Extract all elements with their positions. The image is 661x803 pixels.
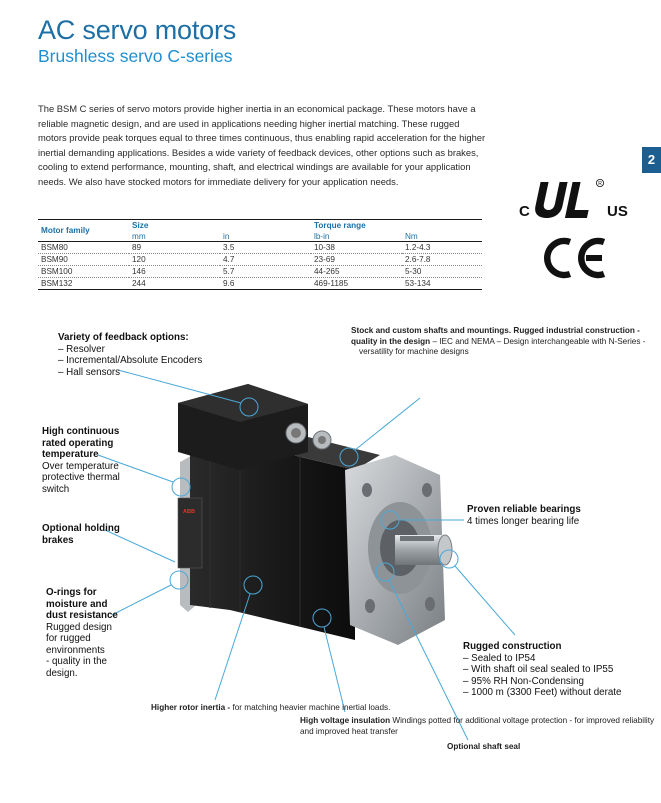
callout-item: – With shaft oil seal sealed to IP55 (463, 664, 614, 675)
callout-desc: Over temperature (42, 460, 119, 472)
cell: 53-134 (402, 278, 482, 290)
callout-title: Higher rotor inertia - (151, 703, 231, 712)
callout-desc: Rugged design (46, 621, 112, 633)
unit-in: in (220, 231, 311, 242)
callout-item: – IEC and NEMA (432, 336, 495, 346)
callout-desc: - quality in the (46, 656, 107, 667)
callout-item: – Resolver (58, 343, 105, 355)
cell: 10-38 (311, 242, 402, 254)
callout-title: High voltage insulation (300, 716, 391, 725)
section-tab[interactable]: 2 (642, 147, 661, 173)
abb-logo: ABB (183, 509, 195, 515)
callout-brakes (42, 523, 120, 546)
callout-title: temperature (42, 449, 99, 460)
svg-text:R: R (598, 181, 602, 187)
cell: BSM132 (38, 278, 129, 290)
col-size: Size (129, 220, 311, 232)
callout-title: Stock and custom shafts and mountings. (351, 326, 512, 335)
callout-desc: environments (46, 644, 105, 656)
cell: 89 (129, 242, 220, 254)
cell: 469-1185 (311, 278, 402, 290)
callout-item: – 1000 m (3300 Feet) without derate (463, 687, 622, 698)
cell: 1.2-4.3 (402, 242, 482, 254)
cell: 44-265 (311, 266, 402, 278)
intro-paragraph: The BSM C series of servo motors provide higher inertia in an economical package. These motors have a reliable magnetic design, and are used in applications needing higher inertial matching. These rugged motors provide peak torques equal to three times continuous, thus enabling rapid acceleration for the higher inertial demanding applications. Besides a wide variety of feedback devices, other options such as brakes, cooling to extend performance, mounting, shaft, and electrical windings are available for your application needs. We also have stocked motors for immediate delivery for your application needs. (38, 103, 486, 187)
cell: 5-30 (402, 266, 482, 278)
cell: BSM80 (38, 242, 129, 254)
col-torque: Torque range (311, 220, 482, 232)
page-subtitle: Brushless servo C-series (38, 46, 233, 66)
callout-item: versatility for machine designs (359, 347, 469, 356)
callout-desc: transfer (370, 726, 398, 736)
callout-feedback (58, 332, 202, 378)
ul-us-label: US (607, 203, 628, 220)
unit-lbin: lb-in (311, 231, 402, 242)
callout-item: – 95% RH Non-Condensing (463, 675, 584, 687)
cell: BSM100 (38, 266, 129, 278)
callout-title: Variety of feedback options: (58, 332, 189, 343)
callout-item: – Incremental/Absolute Encoders (58, 355, 203, 366)
col-motor-family: Motor family (38, 220, 129, 242)
callout-title: Optional holding (42, 523, 120, 534)
callout-orings (46, 587, 118, 679)
callout-desc: additional voltage (465, 716, 529, 725)
callout-desc: for rugged (46, 633, 91, 644)
unit-mm: mm (129, 231, 220, 242)
callout-inertia (151, 703, 390, 714)
callout-title: High continuous (42, 426, 120, 437)
callout-title: quality in the design (351, 336, 431, 346)
callout-title: dust resistance (46, 610, 118, 621)
cell: 146 (129, 266, 220, 278)
callout-title: brakes (42, 534, 74, 546)
ul-c-label: C (519, 203, 530, 220)
callout-desc: 4 times longer bearing life (467, 515, 580, 527)
callout-title: O-rings for (46, 587, 97, 598)
cell: 2.6-7.8 (402, 254, 482, 266)
callout-desc: protection - for improved (531, 716, 620, 725)
cell: 120 (129, 254, 220, 266)
callout-desc: for matching heavier (232, 703, 307, 712)
cell: BSM90 (38, 254, 129, 266)
cell: 4.7 (220, 254, 311, 266)
motor-body (190, 440, 355, 640)
callout-desc: Windings potted for (392, 716, 463, 725)
cell: 244 (129, 278, 220, 290)
callout-title: Optional shaft seal (447, 742, 521, 751)
cell: 5.7 (220, 266, 311, 278)
page-title: AC servo motors (38, 15, 237, 45)
callout-temperature (42, 426, 120, 495)
callout-title: Proven reliable bearings (467, 504, 581, 515)
cell: 23-69 (311, 254, 402, 266)
callout-shaft-seal (447, 742, 520, 753)
callout-desc: reliability and improved heat (300, 716, 655, 736)
callout-desc: design. (46, 667, 78, 679)
callout-title: Rugged construction (463, 641, 562, 652)
unit-nm: Nm (402, 231, 482, 242)
callout-item: – Hall sensors (58, 366, 121, 378)
callout-title: rated operating (42, 437, 114, 449)
callout-item: – Design interchangeable with N-Series - (496, 336, 646, 346)
callout-title: moisture and (46, 598, 108, 610)
callout-desc: protective thermal (42, 472, 120, 483)
callout-title: Rugged industrial construction - (513, 326, 640, 335)
callout-desc: machine inertial loads. (308, 703, 391, 712)
cell: 3.5 (220, 242, 311, 254)
callout-bearings (467, 504, 581, 527)
callout-shafts (351, 326, 661, 358)
cell: 9.6 (220, 278, 311, 290)
callout-desc: switch (42, 483, 70, 495)
callout-voltage (300, 716, 661, 737)
callout-rugged (463, 641, 621, 699)
callout-item: – Sealed to IP54 (463, 652, 536, 664)
